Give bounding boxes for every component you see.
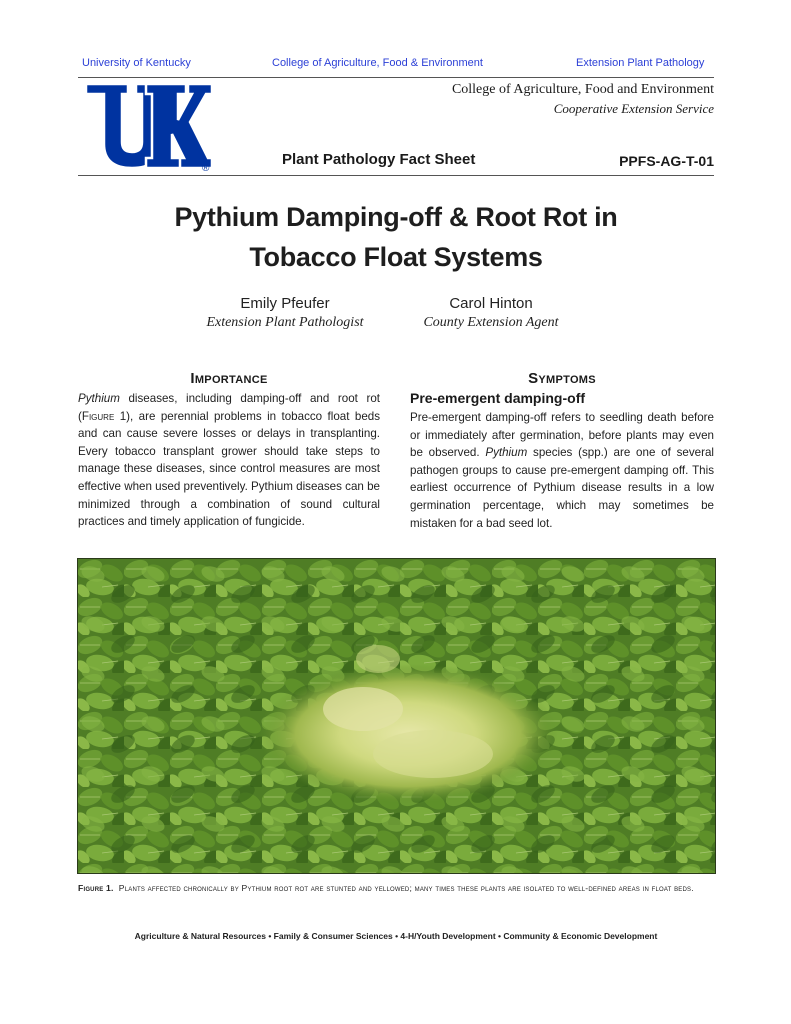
importance-text-a: diseases, including damping-off and root rot (	[78, 392, 380, 423]
page-title	[78, 197, 714, 277]
symptoms-subheading: Pre-emergent damping-off	[410, 390, 586, 406]
importance-paragraph	[78, 390, 380, 531]
university-link[interactable]: University of Kentucky	[82, 57, 191, 69]
college-link[interactable]: College of Agriculture, Food & Environment	[272, 57, 483, 69]
importance-heading: Importance	[190, 370, 268, 387]
importance-text-b: ), are perennial problems in tobacco float beds and can cause severe losses or delays in transplanting. Every tobacco transplant grower should take steps to manage these diseases, since control measures are most effective when used preventively. Pythium diseases can be minimized through a combination of sound cultural practices and timely application of fungicide.	[78, 409, 381, 529]
extension-service: Cooperative Extension Service	[553, 101, 714, 116]
symptoms-heading: Symptoms	[528, 370, 596, 387]
figure-1-label: Figure 1.	[78, 883, 114, 893]
importance-term: Pythium	[78, 392, 120, 405]
figure-1-photo	[77, 558, 716, 874]
registered-mark: ®	[202, 163, 210, 172]
author-1-name: Emily Pfeufer	[240, 295, 330, 312]
college-name: College of Agriculture, Food and Environment	[451, 82, 714, 97]
extension-link[interactable]: Extension Plant Pathology	[576, 57, 705, 69]
figure-reference[interactable]: Figure 1	[81, 409, 127, 423]
symptoms-text-b: species (spp.) are one of several pathogen groups to cause pre-emergent damping off. This earliest occurrence of Pythium disease results in a low germination percentage, which may sometimes be mistaken for a bad seed lot.	[410, 446, 714, 530]
title-line-1: Pythium Damping-off & Root Rot in	[174, 202, 618, 232]
header-rule-bottom	[78, 175, 714, 176]
figure-1-caption	[78, 880, 714, 896]
author-2-role: County Extension Agent	[423, 315, 559, 330]
program-areas-footer: Agriculture & Natural Resources • Family & Consumer Sciences • 4-H/Youth Development • Community & Economic Development	[134, 931, 658, 941]
symptoms-paragraph	[410, 409, 714, 532]
author-1-role: Extension Plant Pathologist	[206, 315, 364, 330]
tobacco-seedlings-image	[78, 559, 715, 873]
author-2-name: Carol Hinton	[449, 295, 533, 312]
header-rule-top	[78, 77, 714, 78]
symptoms-term: Pythium	[485, 446, 528, 460]
sheet-id: PPFS-AG-T-01	[619, 153, 714, 169]
title-line-2: Tobacco Float Systems	[249, 242, 543, 272]
uk-logo	[84, 82, 214, 172]
figure-1-caption-text: Plants affected chronically by Pythium root rot are stunted and yellowed; many times these plants are isolated to well-defined areas in float beds.	[118, 883, 694, 893]
symptoms-text-a: Pre-emergent damping-off refers to seedling death before or immediately after germination, before plants may even be observed.	[410, 411, 714, 460]
sheet-type: Plant Pathology Fact Sheet	[282, 151, 476, 168]
